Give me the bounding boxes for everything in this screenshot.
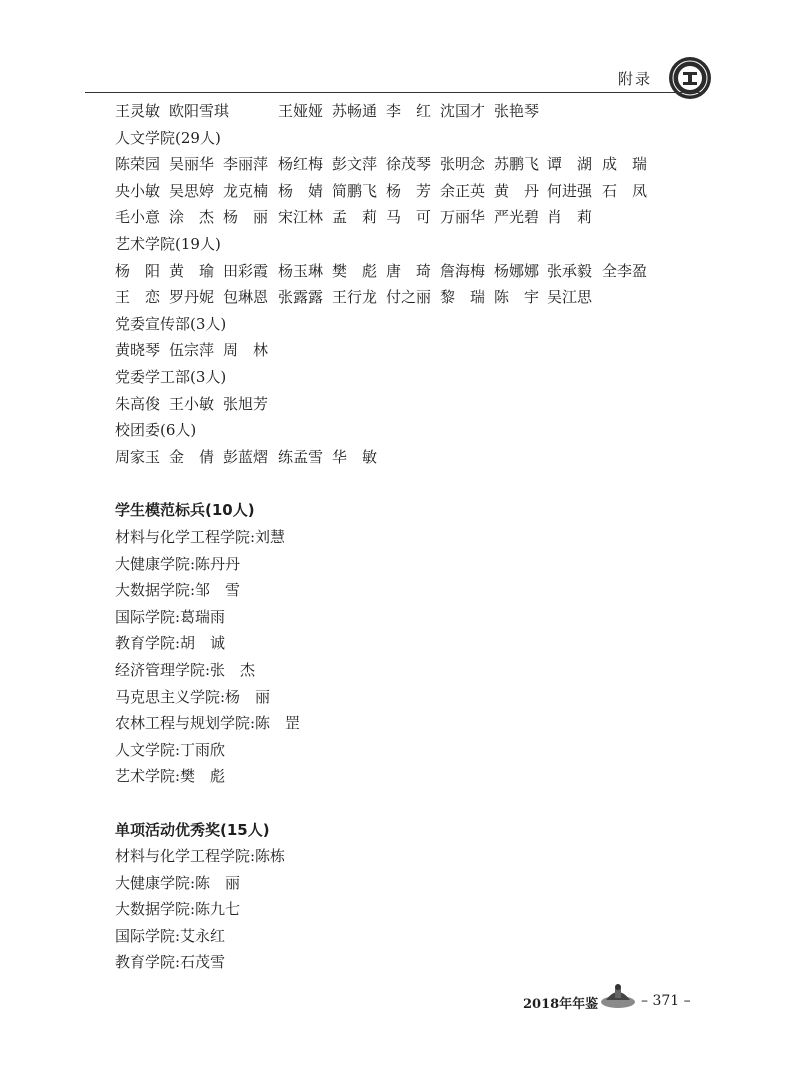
award-entry: 材料与化学工程学院:刘慧 [115, 528, 286, 546]
person-name: 伍宗萍 [169, 341, 215, 359]
person-name: 成 瑞 [602, 155, 648, 173]
person-name: 杨 芳 [386, 182, 432, 200]
header-divider [85, 92, 703, 93]
person-name: 黄 丹 [494, 182, 540, 200]
group-heading: 校团委(6人) [115, 421, 197, 439]
person-name: 王小敏 [169, 395, 215, 413]
person-name: 樊 彪 [332, 262, 378, 280]
person-name: 华 敏 [332, 448, 378, 466]
person-name: 黄 瑜 [169, 262, 215, 280]
university-emblem-icon [668, 56, 712, 100]
person-name: 张承毅 [547, 262, 593, 280]
person-name: 杨玉琳 [278, 262, 324, 280]
award-entry: 经济管理学院:张 杰 [115, 661, 256, 679]
person-name: 王灵敏 [115, 102, 161, 120]
person-name: 王娅娅 [278, 102, 324, 120]
person-name: 吴江思 [547, 288, 593, 306]
award-entry: 教育学院:胡 诚 [115, 634, 226, 652]
person-name: 黎 瑞 [440, 288, 486, 306]
section-heading: 学生模范标兵(10人) [115, 501, 255, 519]
header-label: 附录 [618, 70, 653, 88]
person-name: 周 林 [223, 341, 269, 359]
award-entry: 大数据学院:陈九七 [115, 900, 241, 918]
person-name: 杨 婧 [278, 182, 324, 200]
person-name: 金 倩 [169, 448, 215, 466]
page-number: – 371 – [641, 993, 691, 1009]
person-name: 王行龙 [332, 288, 378, 306]
person-name: 黄晓琴 [115, 341, 161, 359]
person-name: 沈国才 [440, 102, 486, 120]
person-name: 孟 莉 [332, 208, 378, 226]
person-name: 杨 丽 [223, 208, 269, 226]
person-name: 张艳琴 [494, 102, 540, 120]
person-name: 田彩霞 [223, 262, 269, 280]
person-name: 唐 琦 [386, 262, 432, 280]
person-name: 宋江林 [278, 208, 324, 226]
person-name: 央小敏 [115, 182, 161, 200]
person-name: 包琳恩 [223, 288, 269, 306]
person-name: 简鹏飞 [332, 182, 378, 200]
award-entry: 农林工程与规划学院:陈 罡 [115, 714, 301, 732]
person-name: 王 恋 [115, 288, 161, 306]
person-name: 彭文萍 [332, 155, 378, 173]
award-entry: 教育学院:石茂雪 [115, 953, 226, 971]
group-heading: 艺术学院(19人) [115, 235, 221, 253]
person-name: 吴丽华 [169, 155, 215, 173]
person-name: 彭蓝熠 [223, 448, 269, 466]
group-heading: 党委宣传部(3人) [115, 315, 227, 333]
award-entry: 大数据学院:邹 雪 [115, 581, 241, 599]
award-entry: 大健康学院:陈 丽 [115, 874, 241, 892]
person-name: 陈 宇 [494, 288, 540, 306]
person-name: 练孟雪 [278, 448, 324, 466]
person-name: 毛小意 [115, 208, 161, 226]
person-name: 余正英 [440, 182, 486, 200]
person-name: 涂 杰 [169, 208, 215, 226]
person-name: 陈荣园 [115, 155, 161, 173]
person-name: 龙克楠 [223, 182, 269, 200]
person-name: 严光碧 [494, 208, 540, 226]
person-name: 石 凤 [602, 182, 648, 200]
award-entry: 艺术学院:樊 彪 [115, 767, 226, 785]
person-name: 李丽萍 [223, 155, 269, 173]
person-name: 马 可 [386, 208, 432, 226]
award-entry: 人文学院:丁雨欣 [115, 741, 226, 759]
award-entry: 大健康学院:陈丹丹 [115, 555, 241, 573]
group-heading: 党委学工部(3人) [115, 368, 227, 386]
person-name: 詹海梅 [440, 262, 486, 280]
person-name: 万丽华 [440, 208, 486, 226]
person-name: 周家玉 [115, 448, 161, 466]
person-name: 朱高俊 [115, 395, 161, 413]
yearbook-title: 2018年年鉴 [523, 997, 599, 1012]
section-heading: 单项活动优秀奖(15人) [115, 821, 270, 839]
person-name: 苏鹏飞 [494, 155, 540, 173]
person-name: 张旭芳 [223, 395, 269, 413]
person-name: 李 红 [386, 102, 432, 120]
person-name: 肖 莉 [547, 208, 593, 226]
person-name: 杨 阳 [115, 262, 161, 280]
person-name: 何进强 [547, 182, 593, 200]
award-entry: 国际学院:艾永红 [115, 927, 226, 945]
person-name: 全李盈 [602, 262, 648, 280]
person-name: 谭 湖 [547, 155, 593, 173]
person-name: 付之丽 [386, 288, 432, 306]
person-name: 罗丹妮 [169, 288, 215, 306]
person-name: 徐茂琴 [386, 155, 432, 173]
person-name: 张露露 [278, 288, 324, 306]
yearbook-logo-icon [598, 982, 638, 1010]
person-name: 欧阳雪琪 [169, 102, 230, 120]
award-entry: 国际学院:葛瑞雨 [115, 608, 226, 626]
person-name: 张明念 [440, 155, 486, 173]
person-name: 苏畅通 [332, 102, 378, 120]
person-name: 杨娜娜 [494, 262, 540, 280]
award-entry: 马克思主义学院:杨 丽 [115, 688, 271, 706]
person-name: 吴思婷 [169, 182, 215, 200]
award-entry: 材料与化学工程学院:陈栋 [115, 847, 286, 865]
person-name: 杨红梅 [278, 155, 324, 173]
group-heading: 人文学院(29人) [115, 129, 221, 147]
